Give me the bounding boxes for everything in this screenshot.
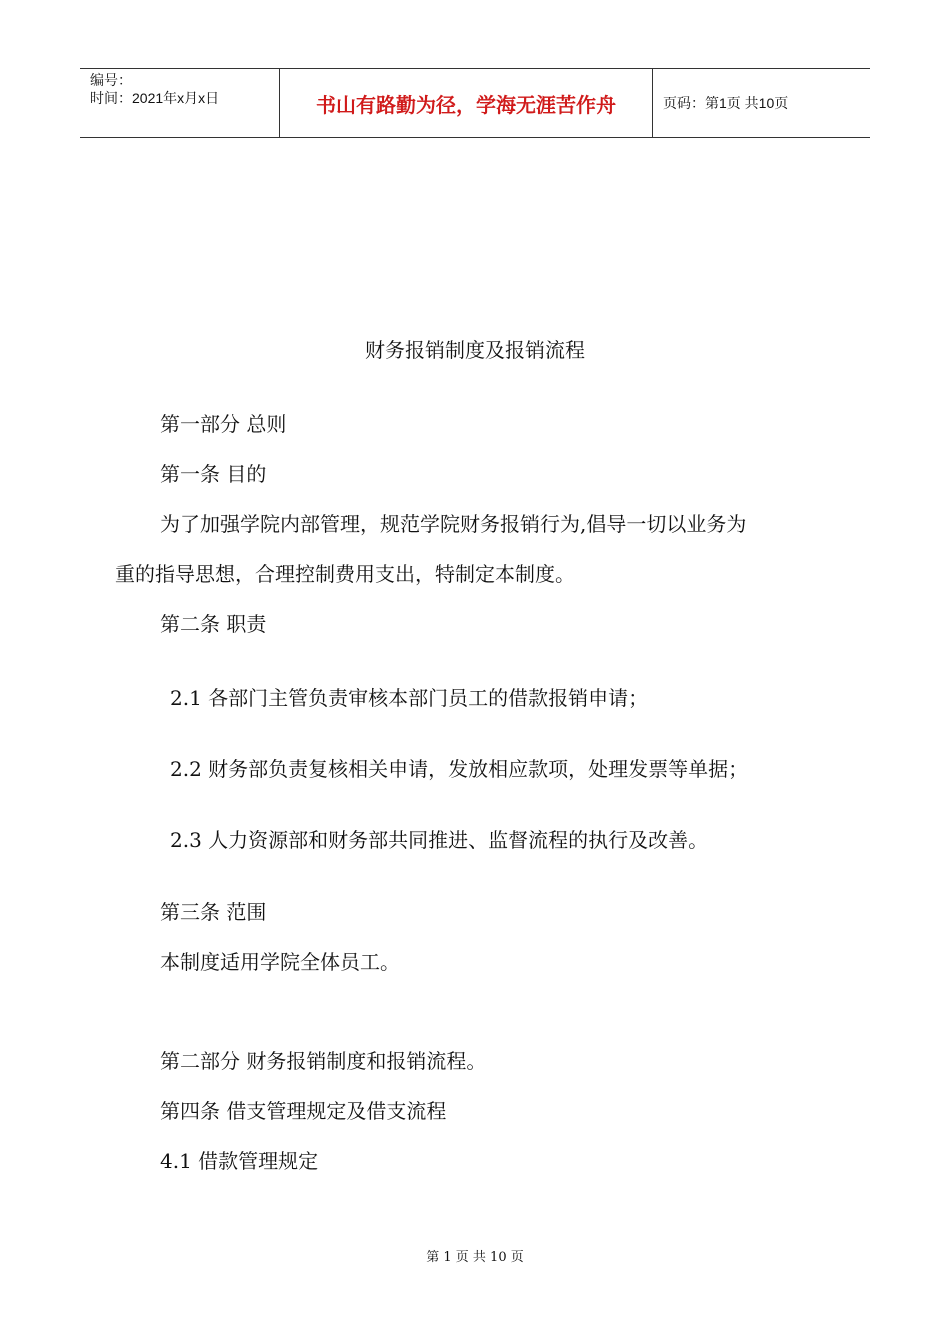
header-motto: 书山有路勤为径，学海无涯苦作舟 <box>280 69 653 137</box>
time-label: 时间：2021年x月x日 <box>90 90 220 106</box>
article1-text-line1: 为了加强学院内部管理，规范学院财务报销行为,倡导一切以业务为 <box>160 512 747 536</box>
part1-heading: 第一部分 总则 <box>160 412 287 436</box>
article3-heading: 第三条 范围 <box>160 900 267 924</box>
article2-heading: 第二条 职责 <box>160 612 267 636</box>
page-footer: 第 1 页 共 10 页 <box>426 1250 524 1265</box>
duty-2-3: 2.3 人力资源部和财务部共同推进、监督流程的执行及改善。 <box>170 828 709 852</box>
article1-heading: 第一条 目的 <box>160 462 267 486</box>
number-label: 编号： <box>90 72 132 88</box>
header-page-info: 页码：第1页 共10页 <box>663 95 789 111</box>
duty-2-2: 2.2 财务部负责复核相关申请，发放相应款项，处理发票等单据； <box>170 757 749 781</box>
article3-text: 本制度适用学院全体员工。 <box>160 950 400 974</box>
duty-2-1: 2.1 各部门主管负责审核本部门员工的借款报销申请； <box>170 686 649 710</box>
document-header <box>80 68 870 138</box>
header-meta <box>80 69 280 137</box>
part2-heading: 第二部分 财务报销制度和报销流程。 <box>160 1049 487 1073</box>
section-4-1-heading: 4.1 借款管理规定 <box>160 1149 319 1173</box>
document-title: 财务报销制度及报销流程 <box>365 338 585 362</box>
article4-heading: 第四条 借支管理规定及借支流程 <box>160 1099 447 1123</box>
article1-text-line2: 重的指导思想，合理控制费用支出，特制定本制度。 <box>115 562 575 586</box>
